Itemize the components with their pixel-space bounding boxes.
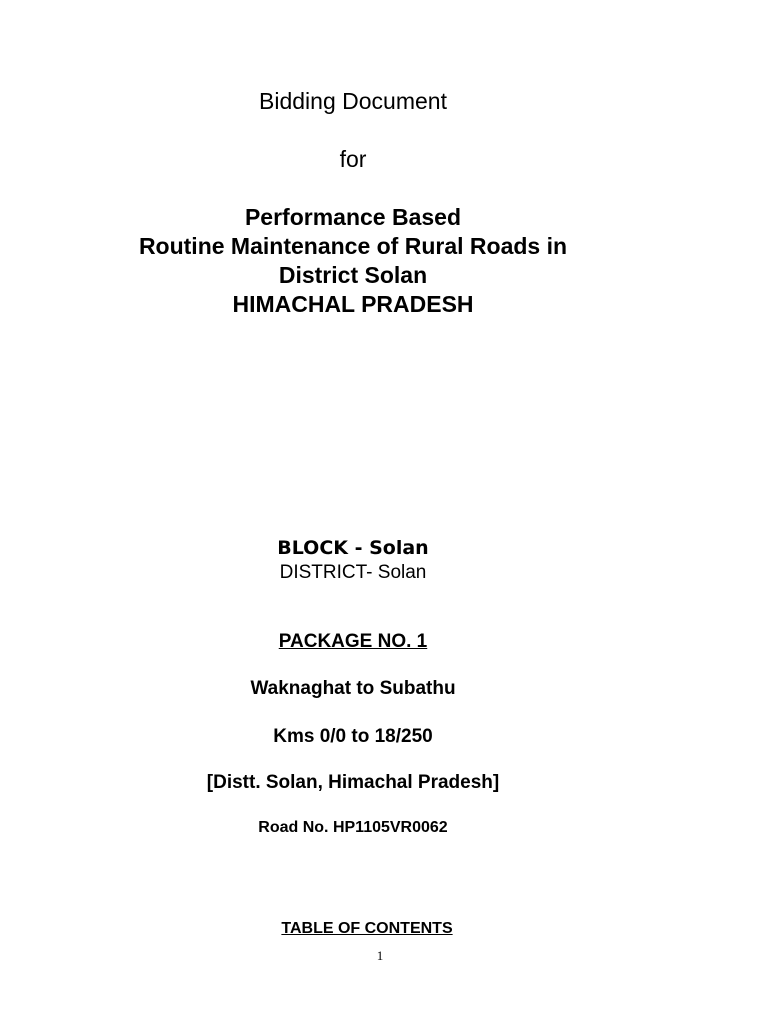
block-name: BLOCK - Solan: [277, 537, 429, 559]
document-title-line-6: HIMACHAL PRADESH: [232, 291, 474, 317]
package-number: PACKAGE NO. 1: [278, 631, 428, 652]
document-title-line-5: District Solan: [278, 262, 428, 288]
document-title-line-3: Performance Based: [244, 204, 462, 230]
document-title-line-4: Routine Maintenance of Rural Roads in: [138, 233, 568, 259]
road-number: Road No. HP1105VR0062: [258, 819, 448, 836]
road-chainage: Kms 0/0 to 18/250: [273, 726, 433, 747]
page-number: 1: [376, 948, 384, 963]
document-title-line-1: Bidding Document: [259, 88, 447, 114]
district-name: DISTRICT- Solan: [279, 562, 427, 583]
road-name: Waknaghat to Subathu: [250, 678, 456, 699]
road-location: [Distt. Solan, Himachal Pradesh]: [206, 772, 500, 793]
document-title-line-2: for: [339, 146, 367, 172]
toc-heading: TABLE OF CONTENTS: [281, 920, 453, 937]
